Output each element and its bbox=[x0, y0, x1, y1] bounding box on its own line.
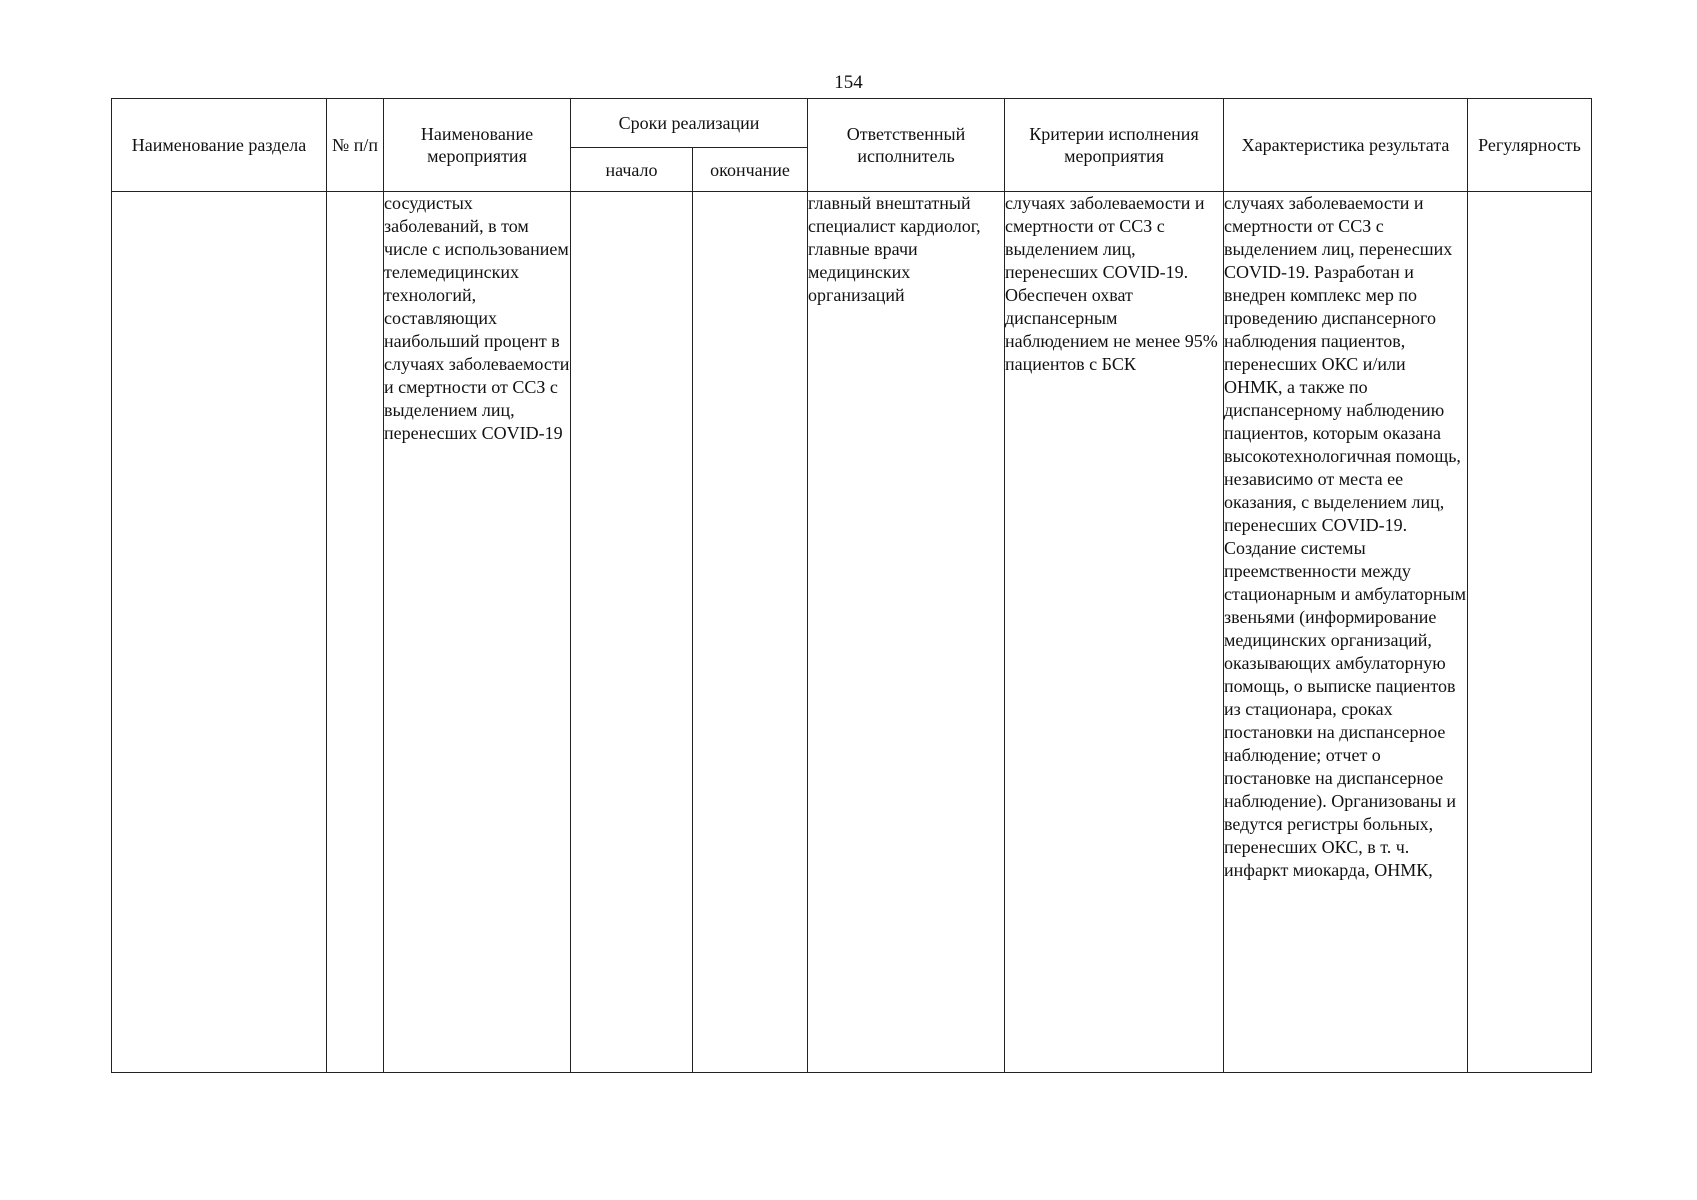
cell-result: случаях заболеваемости и смертности от ССЗ с выделением лиц, перенесших COVID-19. Разработан и внедрен комплекс мер по проведению диспансерного наблюдения пациентов, перенесших ОКС и/или ОНМК, а также по диспансерному наблюдению пациентов, которым оказана высокотехнологичная помощь, независимо от места ее оказания, с выделением лиц, перенесших COVID-19. Создание системы преемственности между стационарным и амбулаторным звеньями (информирование медицинских организаций, оказывающих амбулаторную помощь, о выписке пациентов из стационара, сроках постановки на диспансерное наблюдение; отчет о постановке на диспансерное наблюдение). Организованы и ведутся регистры больных, перенесших ОКС, в т. ч. инфаркт миокарда, ОНМК, bbox=[1224, 192, 1468, 1073]
cell-start bbox=[571, 192, 693, 1073]
cell-end bbox=[693, 192, 808, 1073]
page-number: 154 bbox=[834, 72, 863, 93]
header-criteria: Критерии исполнения мероприятия bbox=[1005, 99, 1224, 192]
header-start: начало bbox=[571, 148, 693, 192]
cell-number bbox=[327, 192, 384, 1073]
measures-table bbox=[111, 98, 1592, 1073]
header-end: окончание bbox=[693, 148, 808, 192]
header-number: № п/п bbox=[327, 99, 384, 192]
cell-responsible: главный внештатный специалист кардиолог, главные врачи медицинских организаций bbox=[808, 192, 1005, 1073]
header-result: Характеристика результата bbox=[1224, 99, 1468, 192]
cell-event: сосудистых заболеваний, в том числе с использованием телемедицинских технологий, составляющих наибольший процент в случаях заболеваемости и смертности от ССЗ с выделением лиц, перенесших COVID-19 bbox=[384, 192, 571, 1073]
table-row bbox=[112, 192, 1592, 1073]
header-section-name: Наименование раздела bbox=[112, 99, 327, 192]
cell-criteria: случаях заболеваемости и смертности от ССЗ с выделением лиц, перенесших COVID-19. Обеспечен охват диспансерным наблюдением не менее 95% пациентов с БСК bbox=[1005, 192, 1224, 1073]
cell-regularity bbox=[1468, 192, 1592, 1073]
cell-section bbox=[112, 192, 327, 1073]
header-event-name: Наименование мероприятия bbox=[384, 99, 571, 192]
header-regularity: Регулярность bbox=[1468, 99, 1592, 192]
header-responsible: Ответственный исполнитель bbox=[808, 99, 1005, 192]
header-row bbox=[112, 99, 1592, 148]
header-implementation-dates: Сроки реализации bbox=[571, 99, 808, 148]
